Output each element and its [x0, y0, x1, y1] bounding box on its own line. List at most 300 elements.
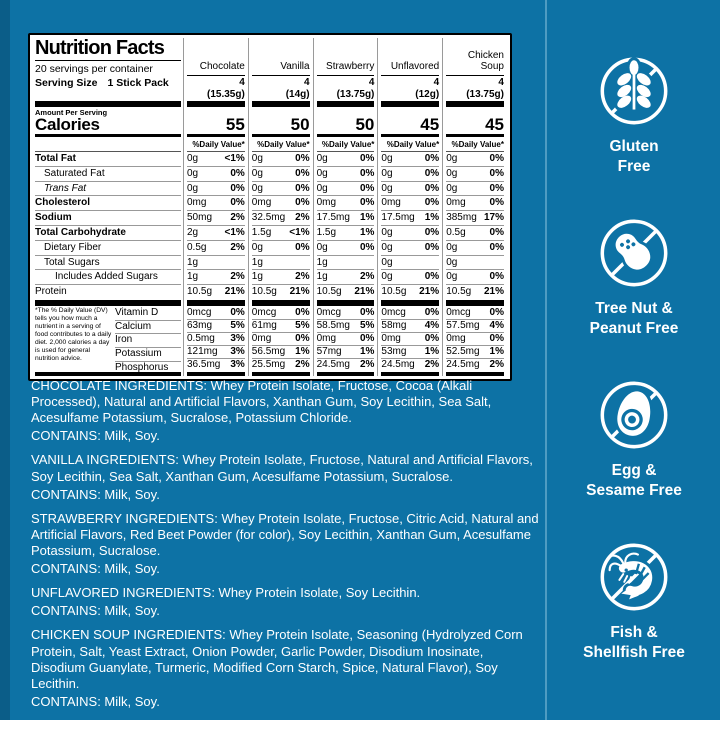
nutrient-value-row — [317, 196, 375, 211]
vitamin-names — [115, 307, 181, 371]
nutrient-amount: 0.5g — [446, 226, 466, 238]
nutrient-amount: 0g — [251, 241, 263, 253]
nutrient-amount: 0.5g — [187, 241, 207, 253]
divider-bar — [35, 101, 181, 107]
nutrient-amount: 0g — [381, 167, 393, 179]
left-edge-strip — [0, 0, 10, 720]
nutrient-amount: 1g — [187, 256, 199, 268]
vitamin-value-row — [317, 307, 375, 320]
daily-value-footnote: *The % Daily Value (DV) tells you how much a nutrient in a serving of food contributes to a daily diet. 2,000 calories a day is used for general nutrition advice. — [35, 306, 112, 363]
nutrition-facts-table — [28, 33, 512, 381]
nutrient-amount: 32.5mg — [251, 212, 286, 224]
nutrient-percent: 0% — [230, 182, 245, 194]
vitamin-amount: 0mg — [446, 332, 466, 344]
nutrient-percent: 0% — [489, 226, 504, 238]
divider-bar — [187, 101, 245, 107]
nutrient-name: Includes Added Sugars — [35, 270, 181, 285]
nutrient-percent: 2% — [230, 212, 245, 224]
vitamin-amount: 61mg — [251, 319, 277, 331]
nutrient-value-row — [252, 241, 310, 256]
ingredients-text: VANILLA INGREDIENTS: Whey Protein Isolate, Fructose, Natural and Artificial Flavors, Soy Lecithin, Sea Salt, Xanthan Gum, Acesulfame Potassium, Sucralose. — [31, 452, 533, 484]
flavor-header — [381, 38, 439, 100]
vitamin-percent: 0% — [359, 332, 375, 344]
nutrition-facts-label — [28, 33, 512, 381]
nutrient-percent: 0% — [359, 197, 375, 209]
nutrient-name: Trans Fat — [35, 182, 181, 197]
vitamin-percent: 1% — [489, 345, 504, 357]
vitamin-value-row — [187, 320, 245, 333]
nutrient-percent: 0% — [489, 271, 504, 283]
nutrient-amount: 0g — [446, 182, 458, 194]
nutrient-amount: 2g — [187, 226, 199, 238]
nutrient-value-row — [252, 152, 310, 167]
badge-label-line2: Peanut Free — [589, 320, 679, 338]
nutrient-percent: <1% — [224, 153, 245, 164]
nutrient-percent: 0% — [489, 167, 504, 179]
nutrient-value-row — [381, 285, 439, 299]
daily-value-header-spacer — [35, 138, 181, 151]
vitamin-value-row — [317, 346, 375, 359]
nutrient-amount: 0g — [446, 153, 458, 164]
divider-bar — [381, 101, 439, 107]
vitamin-percent: 1% — [359, 345, 375, 357]
nutrient-amount: 0g — [251, 153, 263, 164]
vitamin-percent: 4% — [489, 319, 504, 331]
nutrient-value-row — [187, 270, 245, 285]
contains-text: CONTAINS: Milk, Soy. — [31, 428, 160, 444]
nutrient-amount: 10.5g — [251, 286, 277, 298]
ingredients-text: UNFLAVORED INGREDIENTS: Whey Protein Isolate, Soy Lecithin. — [31, 585, 421, 601]
nutrient-value-row — [381, 256, 439, 271]
nutrient-value-row — [446, 241, 504, 256]
nutrient-percent: 0% — [359, 153, 375, 164]
nutrient-percent: 0% — [230, 167, 245, 179]
vitamin-percent: 5% — [230, 319, 245, 331]
vitamin-value-row — [252, 359, 310, 371]
nutrient-amount: 0mg — [381, 197, 401, 209]
nutrient-value-row — [446, 211, 504, 226]
nutrient-value-row — [187, 211, 245, 226]
nutrient-name: Dietary Fiber — [35, 241, 181, 256]
divider-bar — [187, 372, 245, 376]
nutrient-percent: 1% — [424, 212, 440, 224]
nutrient-amount: 385mg — [446, 212, 477, 224]
nutrient-value-row — [381, 182, 439, 197]
vitamin-value-rows — [446, 307, 504, 371]
serving-size-value: 1 Stick Pack — [107, 77, 169, 90]
nutrient-percent: 0% — [424, 226, 440, 238]
nutrient-value-row — [187, 167, 245, 182]
serving-size-label: Serving Size — [35, 77, 98, 90]
vitamin-value-row — [381, 346, 439, 359]
vitamin-value-rows — [317, 307, 375, 371]
nutrient-value-row — [317, 285, 375, 299]
vitamin-percent: 3% — [230, 358, 245, 370]
nutrient-amount: 0g — [381, 226, 393, 238]
vitamin-amount: 52.5mg — [446, 345, 480, 357]
nutrient-percent: <1% — [289, 226, 310, 238]
contains-text: CONTAINS: Milk, Soy. — [31, 693, 160, 709]
flavor-serving-count: 4 — [498, 77, 504, 88]
vitamin-value-row — [252, 320, 310, 333]
nutrient-amount: 10.5g — [381, 286, 407, 298]
vitamin-percent: 0% — [424, 306, 440, 318]
amount-per-serving-block — [35, 108, 181, 133]
nutrient-value-row — [317, 226, 375, 241]
nutrient-value-rows — [187, 151, 245, 299]
ingredients-text: STRAWBERRY INGREDIENTS: Whey Protein Isolate, Fructose, Citric Acid, Natural and Artificial Flavors, Red Beet Powder (for color), Soy Lecithin, Xanthan Gum, Acesulfame Potassium, Sucralose. — [31, 510, 539, 558]
flavor-header — [252, 38, 310, 100]
divider-bar — [252, 134, 310, 137]
nutrient-value-row — [187, 241, 245, 256]
vitamin-amount: 58mg — [381, 319, 407, 331]
vitamin-amount: 24.5mg — [316, 358, 350, 370]
nutrient-amount: 0g — [446, 256, 458, 268]
flavor-name: Strawberry — [326, 61, 375, 73]
nutrient-value-row — [252, 226, 310, 241]
nutrient-amount: 0g — [381, 182, 393, 194]
nutrient-amount: 0mg — [251, 197, 272, 209]
nutrient-value-rows — [381, 151, 439, 299]
vitamin-amount: 57mg — [316, 345, 342, 357]
vitamin-percent: 4% — [424, 319, 440, 331]
flavor-name: Vanilla — [280, 61, 310, 73]
nutrient-amount: 17.5mg — [316, 212, 350, 224]
flavor-column-unflavored — [377, 38, 442, 376]
nutrient-value-row — [381, 152, 439, 167]
nutrient-value-row — [187, 152, 245, 167]
badge-label-line2: Shellfish Free — [583, 644, 685, 662]
vitamin-percent: 0% — [424, 332, 440, 344]
vitamin-amount: 0mcg — [251, 306, 277, 318]
nutrient-value-rows — [446, 151, 504, 299]
calories-value: 45 — [485, 114, 504, 134]
vitamin-amount: 58.5mg — [316, 319, 350, 331]
vitamin-percent: 5% — [295, 319, 310, 331]
vitamin-value-row — [381, 359, 439, 371]
vitamin-amount: 0mcg — [187, 306, 212, 318]
nutrient-value-row — [187, 256, 245, 271]
nutrient-percent: 1% — [359, 226, 375, 238]
nutrient-percent: 0% — [424, 182, 440, 194]
nutrient-value-row — [317, 152, 375, 167]
nutrient-name: Cholesterol — [35, 196, 181, 211]
divider-bar — [381, 372, 439, 376]
nutrient-value-row — [317, 182, 375, 197]
nutrient-percent: 0% — [359, 241, 375, 253]
nutrient-value-row — [446, 167, 504, 182]
daily-value-header: %Daily Value* — [192, 140, 245, 149]
vitamin-amount: 56.5mg — [251, 345, 286, 357]
nutrient-value-row — [252, 285, 310, 299]
badge-label-line1: Egg & — [611, 462, 657, 479]
vitamin-value-row — [446, 333, 504, 346]
vitamin-percent: 0% — [359, 306, 375, 318]
badge-peanut — [590, 214, 679, 376]
nutrient-percent: 0% — [489, 197, 504, 209]
nutrient-name: Total Fat — [35, 152, 181, 167]
nutrient-value-row — [381, 211, 439, 226]
dietary-badges-column — [548, 0, 720, 720]
divider-bar — [446, 300, 504, 306]
nutrient-percent: 0% — [424, 241, 440, 253]
nutrient-amount: 0g — [381, 256, 393, 268]
vitamin-value-row — [446, 307, 504, 320]
vitamin-percent: 0% — [489, 306, 504, 318]
vitamin-percent: 5% — [359, 319, 375, 331]
vitamin-amount: 24.5mg — [381, 358, 415, 370]
nutrient-name: Sodium — [35, 211, 181, 226]
divider-bar — [317, 134, 375, 137]
nutrient-percent: 21% — [419, 286, 440, 298]
vitamin-value-rows — [187, 307, 245, 371]
nutrient-amount: 50mg — [187, 212, 213, 224]
nutrient-value-row — [381, 196, 439, 211]
nutrient-percent: 0% — [424, 153, 440, 164]
flavor-column-vanilla — [248, 38, 313, 376]
nutrient-amount: 0g — [381, 271, 393, 283]
flavor-name-underline — [252, 75, 310, 76]
divider-bar — [446, 101, 504, 107]
calories-value-block — [187, 108, 245, 133]
flavor-serving-weight: (12g) — [415, 88, 440, 100]
nutrient-value-row — [446, 270, 504, 285]
nutrient-percent: 21% — [354, 286, 375, 298]
nutrient-amount: 0g — [316, 241, 328, 253]
flavor-name-underline — [381, 75, 439, 76]
nutrient-percent: 21% — [224, 286, 245, 298]
nutrient-amount: 0g — [381, 241, 393, 253]
vitamin-amount: 0mcg — [446, 306, 471, 318]
wheat-icon — [595, 52, 673, 130]
nutrient-amount: 1g — [316, 256, 328, 268]
nutrient-amount: 1g — [251, 256, 263, 268]
nutrient-value-row — [381, 167, 439, 182]
nutrient-value-row — [252, 256, 310, 271]
nutrient-percent: 17% — [483, 212, 504, 224]
calories-value: 45 — [420, 114, 440, 134]
vitamin-name: Potassium — [115, 348, 181, 362]
nutrient-percent: 0% — [295, 182, 310, 194]
nutrient-amount: 0mg — [187, 197, 207, 209]
nutrient-amount: 0g — [187, 182, 199, 194]
badge-wheat — [595, 52, 673, 214]
flavor-header — [187, 38, 245, 100]
flavor-column-strawberry — [313, 38, 378, 376]
vitamin-value-rows — [381, 307, 439, 371]
flavor-serving-count: 4 — [304, 77, 310, 88]
nutrient-percent: 0% — [489, 153, 504, 164]
calories-label: Calories — [35, 114, 100, 134]
divider-bar — [35, 300, 181, 306]
nutrient-value-row — [446, 196, 504, 211]
nutrient-value-row — [252, 167, 310, 182]
vitamin-value-row — [446, 320, 504, 333]
badge-label-line1: Tree Nut & — [595, 300, 673, 317]
vitamin-value-rows — [252, 307, 310, 371]
badge-label — [583, 623, 685, 664]
vitamin-percent: 1% — [295, 345, 310, 357]
badge-shrimp — [583, 538, 685, 700]
calories-value-block — [381, 108, 439, 133]
nutrient-value-row — [187, 226, 245, 241]
flavor-column-chicken-soup — [442, 38, 507, 376]
flavor-name: Chicken Soup — [467, 50, 504, 73]
nutrient-amount: 1.5g — [251, 226, 272, 238]
nutrient-value-row — [317, 211, 375, 226]
vitamin-percent: 0% — [489, 332, 504, 344]
vitamin-value-row — [317, 320, 375, 333]
vitamin-value-row — [381, 307, 439, 320]
servings-per-container: 20 servings per container — [35, 63, 153, 76]
nutrient-percent: 2% — [230, 241, 245, 253]
nutrient-amount: 17.5mg — [381, 212, 415, 224]
nutrient-amount: 10.5g — [187, 286, 213, 298]
ingredients-section — [31, 378, 539, 736]
nutrient-percent: 2% — [359, 271, 375, 283]
nutrient-value-rows — [317, 151, 375, 299]
nutrient-amount: 0g — [251, 167, 263, 179]
nutrient-amount: 1.5g — [316, 226, 337, 238]
contains-text: CONTAINS: Milk, Soy. — [31, 486, 160, 502]
vitamin-name: Iron — [115, 334, 181, 348]
nutrient-value-row — [446, 256, 504, 271]
nutrient-value-row — [446, 285, 504, 299]
nutrient-amount: 1g — [251, 271, 263, 283]
serving-info — [35, 63, 181, 90]
vitamin-amount: 0mg — [381, 332, 401, 344]
flavor-name-underline — [446, 75, 504, 76]
contains-text: CONTAINS: Milk, Soy. — [31, 561, 160, 577]
daily-value-header: %Daily Value* — [321, 140, 375, 149]
vitamin-value-row — [252, 346, 310, 359]
vitamin-amount: 57.5mg — [446, 319, 480, 331]
peanut-icon — [595, 214, 673, 292]
badge-label-line2: Sesame Free — [586, 482, 682, 500]
badge-label — [609, 137, 658, 178]
flavor-column-chocolate — [183, 38, 248, 376]
vertical-divider — [545, 0, 547, 720]
nutrient-percent: 0% — [295, 167, 310, 179]
nutrient-value-row — [187, 182, 245, 197]
vitamin-name: Calcium — [115, 321, 181, 335]
nutrient-percent: 0% — [359, 182, 375, 194]
nutrient-name: Protein — [35, 286, 67, 298]
nutrient-percent: 21% — [289, 286, 310, 298]
nutrient-percent: 0% — [359, 167, 375, 179]
calories-value-block — [317, 108, 375, 133]
vitamin-amount: 0mg — [316, 332, 337, 344]
nutrient-value-row — [187, 285, 245, 299]
nutrient-amount: 1g — [187, 271, 199, 283]
nutrient-value-row — [252, 270, 310, 285]
nutrient-name: Total Sugars — [35, 256, 181, 271]
divider-bar — [187, 300, 245, 306]
nutrient-percent: 1% — [359, 212, 375, 224]
daily-value-header: %Daily Value* — [451, 140, 504, 149]
shrimp-icon — [595, 538, 673, 616]
nutrient-percent: 0% — [424, 167, 440, 179]
nutrient-percent: 0% — [489, 241, 504, 253]
nutrient-percent: <1% — [224, 226, 245, 238]
nutrient-value-row — [381, 226, 439, 241]
nutrient-value-row — [252, 196, 310, 211]
vitamin-percent: 0% — [295, 306, 310, 318]
vitamin-value-row — [252, 307, 310, 320]
divider-bar — [252, 372, 310, 376]
nutrient-percent: 0% — [295, 241, 310, 253]
divider-bar — [317, 300, 375, 306]
nutrient-name: Saturated Fat — [35, 167, 181, 182]
vitamin-value-row — [252, 333, 310, 346]
nutrient-amount: 0g — [187, 153, 199, 164]
vitamin-percent: 1% — [424, 345, 440, 357]
flavor-serving-count: 4 — [433, 77, 440, 88]
vitamin-percent: 3% — [230, 345, 245, 357]
divider-bar — [35, 134, 181, 137]
divider-bar — [446, 372, 504, 376]
divider-bar — [317, 101, 375, 107]
divider-bar — [187, 134, 245, 137]
vitamin-percent: 2% — [295, 358, 310, 370]
flavor-header — [317, 38, 375, 100]
egg-icon — [595, 376, 673, 454]
nutrient-percent: 0% — [424, 271, 440, 283]
badge-label-line1: Fish & — [610, 624, 658, 641]
vitamin-value-row — [187, 346, 245, 359]
divider-bar — [252, 101, 310, 107]
nutrient-amount: 10.5g — [446, 286, 472, 298]
vitamin-percent: 2% — [424, 358, 440, 370]
divider-bar — [317, 372, 375, 376]
soy-note: Soy ingredient is Soy Lecithin, not Soy Protein. — [31, 717, 302, 733]
nutrient-amount: 0g — [316, 182, 328, 194]
vitamin-amount: 0mcg — [381, 306, 406, 318]
label-header — [35, 38, 181, 100]
nutrient-percent: 0% — [230, 197, 245, 209]
badge-label — [590, 299, 679, 340]
vitamin-value-row — [187, 359, 245, 371]
flavor-serving-count: 4 — [368, 77, 375, 88]
flavor-name: Unflavored — [390, 61, 440, 73]
vitamin-amount: 25.5mg — [251, 358, 286, 370]
daily-value-header: %Daily Value* — [386, 140, 440, 149]
vitamin-amount: 36.5mg — [187, 358, 221, 370]
nutrient-value-rows — [252, 151, 310, 299]
vitamin-amount: 121mg — [187, 345, 218, 357]
nutrient-name-rows — [35, 151, 181, 299]
vitamin-value-row — [317, 359, 375, 371]
nutrient-value-row — [317, 270, 375, 285]
flavor-serving-weight: (14g) — [285, 88, 310, 100]
nutrient-percent: 0% — [489, 182, 504, 194]
flavor-serving-weight: (15.35g) — [207, 88, 245, 100]
nutrient-percent: 21% — [483, 286, 504, 298]
nutrient-value-row — [446, 226, 504, 241]
daily-value-header: %Daily Value* — [257, 140, 310, 149]
nutrient-amount: 0g — [446, 271, 458, 283]
nutrient-value-row — [381, 270, 439, 285]
flavor-name-underline — [187, 75, 245, 76]
flavor-name-underline — [317, 75, 375, 76]
flavor-header — [446, 38, 504, 100]
vitamin-value-row — [187, 333, 245, 346]
vitamin-amount: 0mcg — [316, 306, 342, 318]
vitamin-value-row — [446, 359, 504, 371]
divider-bar — [252, 300, 310, 306]
nutrient-percent: 0% — [295, 153, 310, 164]
nutrient-amount: 0g — [446, 167, 458, 179]
